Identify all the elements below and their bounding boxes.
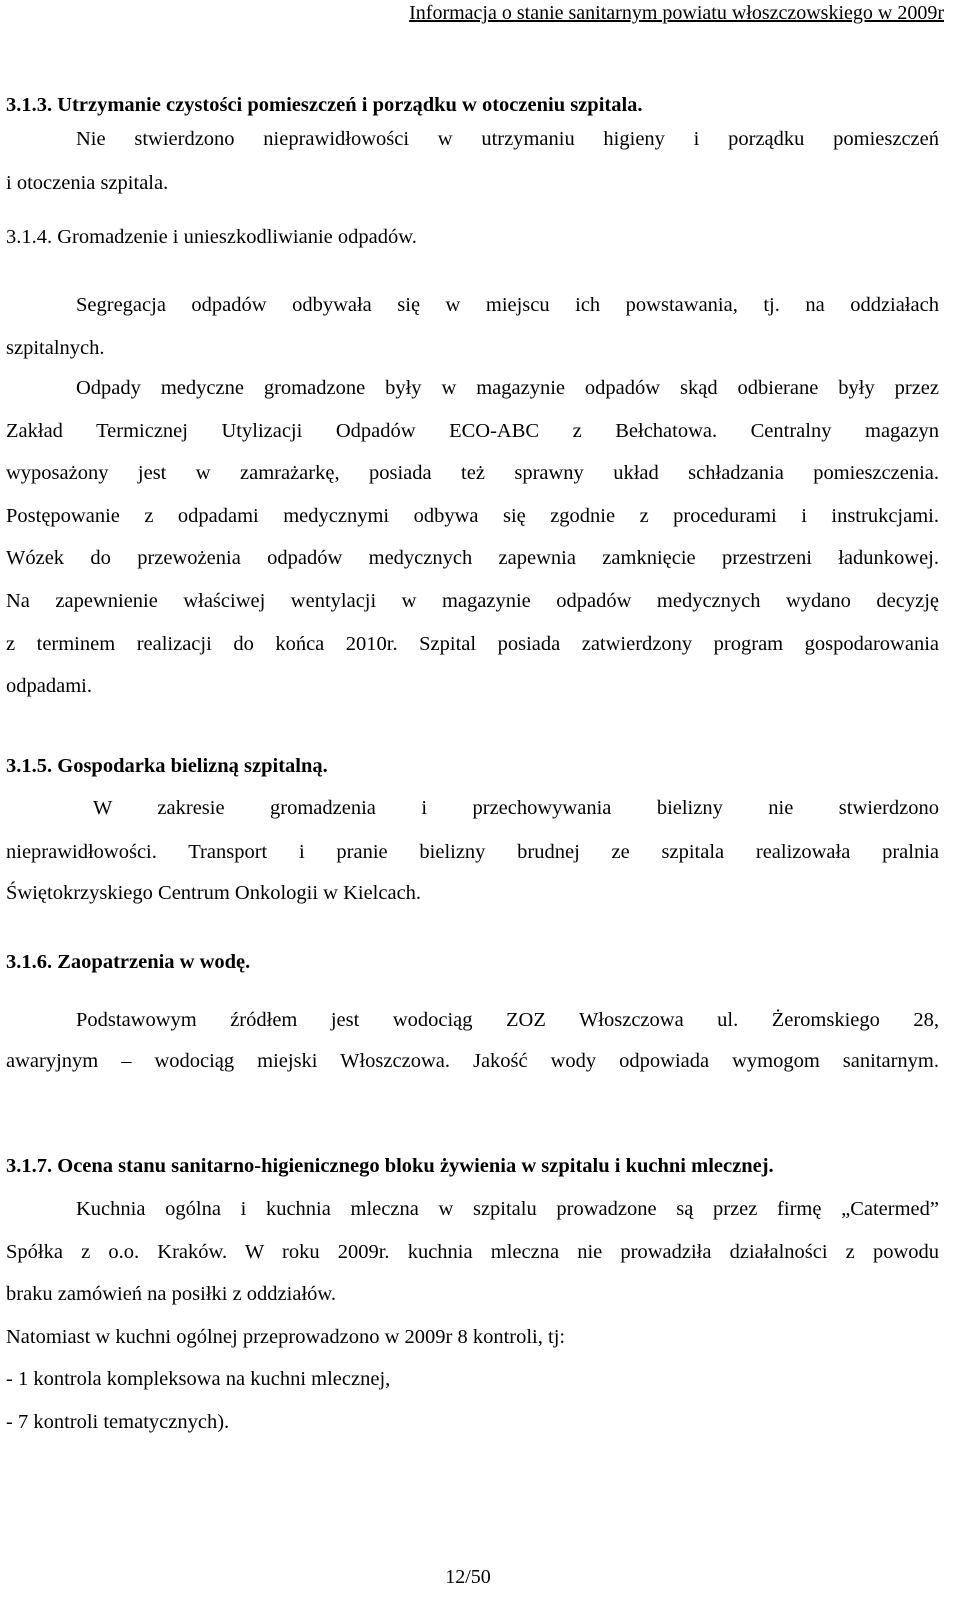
paragraph-line: Postępowanie z odpadami medycznymi odbywa się zgodnie z procedurami i instrukcjami. [6,505,939,527]
paragraph-line: Na zapewnienie właściwej wentylacji w magazynie odpadów medycznych wydano decyzję [6,590,939,612]
page-number: 12/50 [445,1566,491,1588]
section-heading-3-1-4: 3.1.4. Gromadzenie i unieszkodliwianie odpadów. [6,226,417,248]
paragraph-line: szpitalnych. [6,337,105,359]
paragraph-line: Natomiast w kuchni ogólnej przeprowadzono w 2009r 8 kontroli, tj: [6,1326,566,1348]
paragraph-line: wyposażony jest w zamrażarkę, posiada też sprawny układ schładzania pomieszczenia. [6,462,939,484]
paragraph-line: nieprawidłowości. Transport i pranie bielizny brudnej ze szpitala realizowała pralnia [6,841,939,863]
paragraph-line: Wózek do przewożenia odpadów medycznych zapewnia zamknięcie przestrzeni ładunkowej. [6,547,939,569]
paragraph-line: Spółka z o.o. Kraków. W roku 2009r. kuchnia mleczna nie prowadziła działalności z powodu [6,1241,939,1263]
paragraph-line: Segregacja odpadów odbywała się w miejscu ich powstawania, tj. na oddziałach [76,294,939,316]
paragraph-line: braku zamówień na posiłki z oddziałów. [6,1283,336,1305]
paragraph-line: Odpady medyczne gromadzone były w magazynie odpadów skąd odbierane były przez [76,377,939,399]
paragraph-line: W zakresie gromadzenia i przechowywania bielizny nie stwierdzono [93,797,939,819]
paragraph-line: z terminem realizacji do końca 2010r. Szpital posiada zatwierdzony program gospodarowania [6,633,939,655]
paragraph-line: Nie stwierdzono nieprawidłowości w utrzymaniu higieny i porządku pomieszczeń [76,128,939,150]
section-heading-3-1-7: 3.1.7. Ocena stanu sanitarno-higienicznego bloku żywienia w szpitalu i kuchni mlecznej. [6,1155,774,1177]
section-heading-3-1-3: 3.1.3. Utrzymanie czystości pomieszczeń i porządku w otoczeniu szpitala. [6,94,643,116]
paragraph-line: Świętokrzyskiego Centrum Onkologii w Kielcach. [6,882,422,904]
paragraph-line: awaryjnym – wodociąg miejski Włoszczowa. Jakość wody odpowiada wymogom sanitarnym. [6,1050,939,1072]
running-header: Informacja o stanie sanitarnym powiatu włoszczowskiego w 2009r [409,2,944,24]
list-item: - 1 kontrola kompleksowa na kuchni mlecznej, [6,1368,391,1390]
list-item: - 7 kontroli tematycznych). [6,1411,230,1433]
section-heading-3-1-6: 3.1.6. Zaopatrzenia w wodę. [6,951,251,973]
paragraph-line: odpadami. [6,675,92,697]
section-heading-3-1-5: 3.1.5. Gospodarka bielizną szpitalną. [6,755,328,777]
paragraph-line: Zakład Termicznej Utylizacji Odpadów ECO-ABC z Bełchatowa. Centralny magazyn [6,420,939,442]
paragraph-line: Kuchnia ogólna i kuchnia mleczna w szpitalu prowadzone są przez firmę „Catermed” [76,1198,939,1220]
paragraph-line: Podstawowym źródłem jest wodociąg ZOZ Włoszczowa ul. Żeromskiego 28, [76,1009,939,1031]
paragraph-line: i otoczenia szpitala. [6,172,169,194]
